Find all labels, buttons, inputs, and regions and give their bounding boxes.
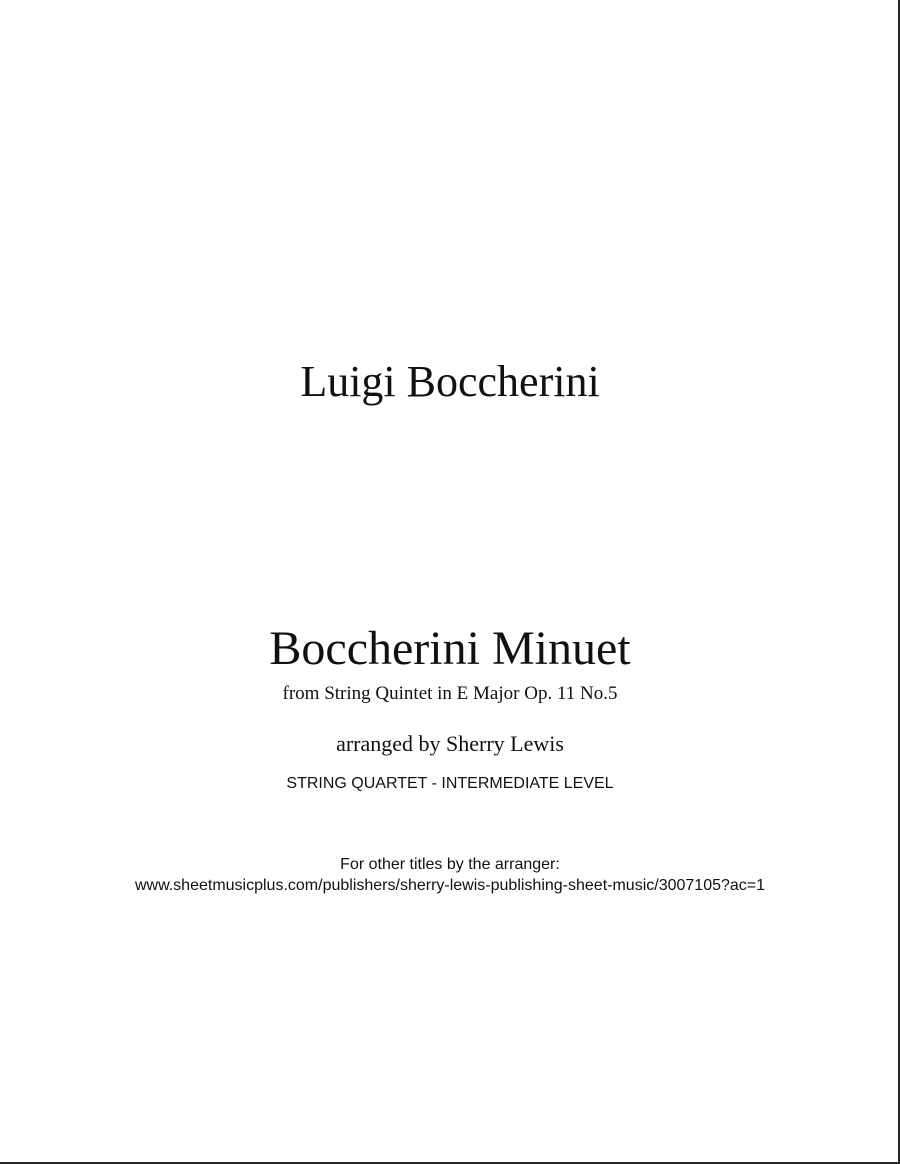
ensemble-level: STRING QUARTET - INTERMEDIATE LEVEL [286, 775, 614, 792]
arranger-url: www.sheetmusicplus.com/publishers/sherry-lewis-publishing-sheet-music/3007105?ac=1 [134, 877, 766, 894]
arranger-credit: arranged by Sherry Lewis [336, 731, 564, 756]
composer-name: Luigi Boccherini [300, 357, 600, 406]
piece-subtitle: from String Quintet in E Major Op. 11 No.5 [282, 683, 618, 704]
piece-title: Boccherini Minuet [269, 622, 631, 675]
other-titles-label: For other titles by the arranger: [340, 856, 560, 873]
